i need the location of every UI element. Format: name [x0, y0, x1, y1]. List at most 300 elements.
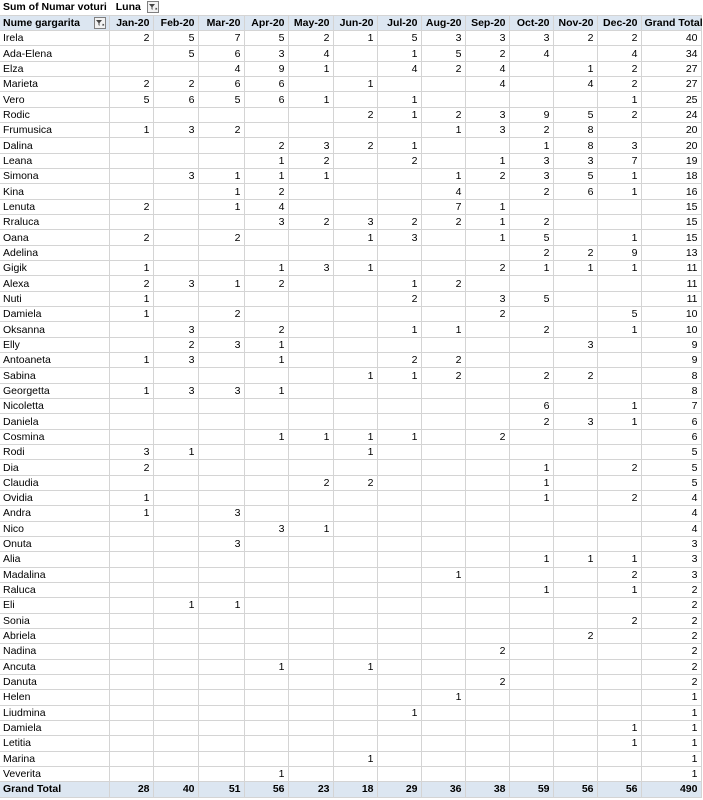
- value-cell[interactable]: [244, 291, 288, 306]
- value-cell[interactable]: [198, 552, 244, 567]
- value-cell[interactable]: [553, 491, 597, 506]
- value-cell[interactable]: 1: [553, 261, 597, 276]
- value-cell[interactable]: [377, 245, 421, 260]
- value-cell[interactable]: [597, 506, 641, 521]
- value-cell[interactable]: [288, 184, 333, 199]
- value-cell[interactable]: [333, 92, 377, 107]
- grand-total-label[interactable]: Grand Total: [0, 782, 109, 797]
- row-grand-total-cell[interactable]: 8: [641, 368, 701, 383]
- value-cell[interactable]: [553, 460, 597, 475]
- row-label[interactable]: Claudia: [0, 475, 109, 490]
- row-label[interactable]: Damiela: [0, 307, 109, 322]
- value-cell[interactable]: 1: [553, 61, 597, 76]
- row-label[interactable]: Nuti: [0, 291, 109, 306]
- value-cell[interactable]: [553, 536, 597, 551]
- value-cell[interactable]: 1: [597, 720, 641, 735]
- value-cell[interactable]: [509, 751, 553, 766]
- value-cell[interactable]: 6: [244, 92, 288, 107]
- value-cell[interactable]: [153, 184, 198, 199]
- value-cell[interactable]: [288, 107, 333, 122]
- value-cell[interactable]: 2: [553, 368, 597, 383]
- column-total-cell[interactable]: 23: [288, 782, 333, 797]
- value-cell[interactable]: 2: [244, 184, 288, 199]
- value-cell[interactable]: 2: [465, 169, 509, 184]
- value-cell[interactable]: [288, 552, 333, 567]
- row-label[interactable]: Liudmina: [0, 705, 109, 720]
- value-cell[interactable]: 2: [288, 31, 333, 46]
- value-cell[interactable]: [153, 107, 198, 122]
- row-grand-total-cell[interactable]: 24: [641, 107, 701, 122]
- value-cell[interactable]: 1: [465, 230, 509, 245]
- value-cell[interactable]: [288, 123, 333, 138]
- value-cell[interactable]: [377, 628, 421, 643]
- value-cell[interactable]: [109, 705, 153, 720]
- value-cell[interactable]: 5: [153, 46, 198, 61]
- value-cell[interactable]: [333, 184, 377, 199]
- row-label[interactable]: Dia: [0, 460, 109, 475]
- value-cell[interactable]: 4: [421, 184, 465, 199]
- column-total-cell[interactable]: 40: [153, 782, 198, 797]
- value-cell[interactable]: [153, 460, 198, 475]
- row-label[interactable]: Kina: [0, 184, 109, 199]
- value-cell[interactable]: [421, 92, 465, 107]
- grand-total-header[interactable]: Grand Total: [641, 15, 701, 30]
- row-filter-icon[interactable]: [94, 17, 106, 29]
- value-cell[interactable]: [465, 245, 509, 260]
- value-cell[interactable]: 2: [509, 184, 553, 199]
- value-cell[interactable]: 1: [377, 705, 421, 720]
- row-label[interactable]: Madalina: [0, 567, 109, 582]
- row-grand-total-cell[interactable]: 9: [641, 353, 701, 368]
- value-cell[interactable]: [509, 199, 553, 214]
- value-cell[interactable]: [333, 414, 377, 429]
- value-cell[interactable]: [597, 751, 641, 766]
- value-cell[interactable]: [465, 337, 509, 352]
- month-header-dec-20[interactable]: Dec-20: [597, 15, 641, 30]
- value-cell[interactable]: 1: [333, 31, 377, 46]
- value-cell[interactable]: [244, 705, 288, 720]
- value-cell[interactable]: [333, 460, 377, 475]
- value-cell[interactable]: 3: [153, 383, 198, 398]
- value-cell[interactable]: [597, 368, 641, 383]
- value-cell[interactable]: [288, 414, 333, 429]
- value-cell[interactable]: [465, 628, 509, 643]
- value-cell[interactable]: 2: [109, 276, 153, 291]
- value-cell[interactable]: [553, 720, 597, 735]
- value-cell[interactable]: [198, 766, 244, 781]
- value-cell[interactable]: [377, 552, 421, 567]
- value-cell[interactable]: [597, 521, 641, 536]
- value-cell[interactable]: [553, 475, 597, 490]
- value-cell[interactable]: 2: [244, 276, 288, 291]
- value-cell[interactable]: [288, 598, 333, 613]
- value-cell[interactable]: [153, 766, 198, 781]
- column-total-cell[interactable]: 51: [198, 782, 244, 797]
- value-cell[interactable]: 1: [153, 445, 198, 460]
- value-cell[interactable]: [377, 383, 421, 398]
- value-cell[interactable]: 2: [509, 123, 553, 138]
- value-cell[interactable]: [153, 414, 198, 429]
- value-cell[interactable]: [553, 383, 597, 398]
- value-cell[interactable]: 2: [421, 215, 465, 230]
- value-cell[interactable]: [597, 690, 641, 705]
- row-label[interactable]: Nadina: [0, 644, 109, 659]
- row-grand-total-cell[interactable]: 3: [641, 536, 701, 551]
- value-cell[interactable]: [333, 690, 377, 705]
- value-cell[interactable]: [465, 766, 509, 781]
- value-cell[interactable]: [198, 705, 244, 720]
- month-header-apr-20[interactable]: Apr-20: [244, 15, 288, 30]
- value-cell[interactable]: 1: [509, 138, 553, 153]
- value-cell[interactable]: [109, 766, 153, 781]
- value-cell[interactable]: 1: [421, 169, 465, 184]
- value-cell[interactable]: [198, 429, 244, 444]
- value-cell[interactable]: [333, 628, 377, 643]
- value-cell[interactable]: 6: [198, 77, 244, 92]
- value-cell[interactable]: [509, 506, 553, 521]
- value-cell[interactable]: [198, 720, 244, 735]
- column-total-cell[interactable]: 36: [421, 782, 465, 797]
- column-total-cell[interactable]: 56: [553, 782, 597, 797]
- value-cell[interactable]: [333, 674, 377, 689]
- value-cell[interactable]: [553, 445, 597, 460]
- value-cell[interactable]: [553, 322, 597, 337]
- row-label[interactable]: Eli: [0, 598, 109, 613]
- value-cell[interactable]: 2: [421, 107, 465, 122]
- row-grand-total-cell[interactable]: 9: [641, 337, 701, 352]
- value-cell[interactable]: [244, 582, 288, 597]
- value-cell[interactable]: [597, 628, 641, 643]
- value-cell[interactable]: [421, 307, 465, 322]
- value-cell[interactable]: 3: [198, 383, 244, 398]
- row-grand-total-cell[interactable]: 20: [641, 123, 701, 138]
- value-cell[interactable]: [553, 429, 597, 444]
- value-cell[interactable]: 5: [244, 31, 288, 46]
- value-cell[interactable]: 1: [109, 261, 153, 276]
- value-cell[interactable]: [597, 353, 641, 368]
- value-cell[interactable]: 5: [509, 230, 553, 245]
- value-cell[interactable]: [597, 276, 641, 291]
- value-cell[interactable]: 2: [153, 77, 198, 92]
- month-header-mar-20[interactable]: Mar-20: [198, 15, 244, 30]
- value-cell[interactable]: 3: [109, 445, 153, 460]
- row-label[interactable]: Frumusica: [0, 123, 109, 138]
- value-cell[interactable]: [509, 92, 553, 107]
- value-cell[interactable]: [244, 674, 288, 689]
- value-cell[interactable]: 1: [333, 77, 377, 92]
- value-cell[interactable]: [198, 751, 244, 766]
- value-cell[interactable]: [465, 506, 509, 521]
- value-cell[interactable]: 3: [288, 138, 333, 153]
- value-cell[interactable]: 2: [597, 460, 641, 475]
- value-cell[interactable]: [377, 598, 421, 613]
- value-cell[interactable]: [465, 138, 509, 153]
- value-cell[interactable]: [553, 199, 597, 214]
- value-cell[interactable]: 2: [465, 46, 509, 61]
- column-total-cell[interactable]: 28: [109, 782, 153, 797]
- value-cell[interactable]: [421, 138, 465, 153]
- value-cell[interactable]: [509, 644, 553, 659]
- value-cell[interactable]: [198, 215, 244, 230]
- value-cell[interactable]: [421, 337, 465, 352]
- value-cell[interactable]: [109, 598, 153, 613]
- value-cell[interactable]: 8: [553, 138, 597, 153]
- column-total-cell[interactable]: 59: [509, 782, 553, 797]
- row-label[interactable]: Ada-Elena: [0, 46, 109, 61]
- value-cell[interactable]: 1: [377, 138, 421, 153]
- value-cell[interactable]: 1: [597, 552, 641, 567]
- value-cell[interactable]: 2: [377, 291, 421, 306]
- value-cell[interactable]: [509, 307, 553, 322]
- value-cell[interactable]: [244, 399, 288, 414]
- value-cell[interactable]: [198, 475, 244, 490]
- value-cell[interactable]: 9: [509, 107, 553, 122]
- value-cell[interactable]: [597, 598, 641, 613]
- value-cell[interactable]: [553, 598, 597, 613]
- value-cell[interactable]: 2: [597, 107, 641, 122]
- value-cell[interactable]: [153, 429, 198, 444]
- value-cell[interactable]: 7: [198, 31, 244, 46]
- value-cell[interactable]: [244, 475, 288, 490]
- row-label[interactable]: Lenuta: [0, 199, 109, 214]
- value-cell[interactable]: 1: [288, 429, 333, 444]
- row-grand-total-cell[interactable]: 5: [641, 445, 701, 460]
- value-cell[interactable]: [198, 291, 244, 306]
- row-grand-total-cell[interactable]: 15: [641, 230, 701, 245]
- value-cell[interactable]: [377, 766, 421, 781]
- value-cell[interactable]: 1: [198, 169, 244, 184]
- value-cell[interactable]: [377, 582, 421, 597]
- value-cell[interactable]: 4: [198, 61, 244, 76]
- value-cell[interactable]: 1: [509, 582, 553, 597]
- value-cell[interactable]: [333, 399, 377, 414]
- value-cell[interactable]: [288, 77, 333, 92]
- value-cell[interactable]: 4: [465, 61, 509, 76]
- value-cell[interactable]: 1: [597, 736, 641, 751]
- value-cell[interactable]: 4: [288, 46, 333, 61]
- value-cell[interactable]: [244, 414, 288, 429]
- value-cell[interactable]: 1: [244, 429, 288, 444]
- value-cell[interactable]: [465, 184, 509, 199]
- value-cell[interactable]: 1: [465, 215, 509, 230]
- value-cell[interactable]: 2: [288, 153, 333, 168]
- value-cell[interactable]: [198, 414, 244, 429]
- row-label[interactable]: Damiela: [0, 720, 109, 735]
- value-cell[interactable]: [198, 245, 244, 260]
- value-cell[interactable]: [377, 521, 421, 536]
- value-cell[interactable]: [597, 123, 641, 138]
- value-cell[interactable]: 3: [153, 169, 198, 184]
- value-cell[interactable]: [333, 383, 377, 398]
- value-cell[interactable]: [465, 720, 509, 735]
- value-cell[interactable]: 2: [509, 322, 553, 337]
- value-cell[interactable]: [288, 307, 333, 322]
- row-label[interactable]: Antoaneta: [0, 353, 109, 368]
- value-cell[interactable]: [377, 123, 421, 138]
- value-cell[interactable]: [465, 567, 509, 582]
- value-cell[interactable]: [509, 674, 553, 689]
- value-cell[interactable]: [153, 644, 198, 659]
- value-cell[interactable]: [333, 598, 377, 613]
- value-cell[interactable]: [244, 107, 288, 122]
- value-cell[interactable]: [153, 506, 198, 521]
- value-cell[interactable]: 1: [109, 307, 153, 322]
- value-cell[interactable]: [377, 184, 421, 199]
- value-cell[interactable]: [244, 307, 288, 322]
- value-cell[interactable]: [288, 567, 333, 582]
- value-cell[interactable]: 1: [198, 598, 244, 613]
- row-grand-total-cell[interactable]: 10: [641, 307, 701, 322]
- value-cell[interactable]: 3: [465, 291, 509, 306]
- row-grand-total-cell[interactable]: 2: [641, 628, 701, 643]
- row-label[interactable]: Sabina: [0, 368, 109, 383]
- value-cell[interactable]: [153, 659, 198, 674]
- value-cell[interactable]: 3: [509, 169, 553, 184]
- column-total-cell[interactable]: 38: [465, 782, 509, 797]
- value-cell[interactable]: 1: [244, 153, 288, 168]
- row-grand-total-cell[interactable]: 10: [641, 322, 701, 337]
- value-cell[interactable]: [421, 613, 465, 628]
- value-cell[interactable]: 3: [509, 153, 553, 168]
- value-cell[interactable]: 3: [244, 215, 288, 230]
- value-cell[interactable]: 2: [109, 31, 153, 46]
- value-cell[interactable]: [597, 337, 641, 352]
- value-cell[interactable]: [509, 77, 553, 92]
- value-cell[interactable]: [244, 123, 288, 138]
- value-cell[interactable]: 2: [465, 674, 509, 689]
- row-grand-total-cell[interactable]: 7: [641, 399, 701, 414]
- value-cell[interactable]: 1: [288, 521, 333, 536]
- value-cell[interactable]: [198, 644, 244, 659]
- value-cell[interactable]: [509, 383, 553, 398]
- row-grand-total-cell[interactable]: 4: [641, 491, 701, 506]
- value-cell[interactable]: [288, 690, 333, 705]
- value-cell[interactable]: [109, 169, 153, 184]
- row-grand-total-cell[interactable]: 15: [641, 215, 701, 230]
- value-cell[interactable]: [333, 276, 377, 291]
- value-cell[interactable]: [377, 536, 421, 551]
- value-cell[interactable]: [553, 353, 597, 368]
- value-cell[interactable]: 3: [465, 107, 509, 122]
- value-cell[interactable]: 5: [553, 107, 597, 122]
- value-cell[interactable]: 2: [509, 245, 553, 260]
- value-cell[interactable]: [333, 536, 377, 551]
- value-cell[interactable]: [109, 720, 153, 735]
- value-cell[interactable]: [377, 491, 421, 506]
- value-cell[interactable]: [597, 536, 641, 551]
- value-cell[interactable]: [333, 337, 377, 352]
- month-header-oct-20[interactable]: Oct-20: [509, 15, 553, 30]
- row-label[interactable]: Elly: [0, 337, 109, 352]
- value-cell[interactable]: [421, 552, 465, 567]
- value-cell[interactable]: 1: [597, 261, 641, 276]
- value-cell[interactable]: [421, 536, 465, 551]
- value-cell[interactable]: [333, 169, 377, 184]
- value-cell[interactable]: [421, 261, 465, 276]
- value-cell[interactable]: [288, 582, 333, 597]
- value-cell[interactable]: [333, 153, 377, 168]
- value-cell[interactable]: 2: [509, 215, 553, 230]
- row-label[interactable]: Simona: [0, 169, 109, 184]
- value-cell[interactable]: [244, 690, 288, 705]
- row-label[interactable]: Georgetta: [0, 383, 109, 398]
- row-label[interactable]: Rodic: [0, 107, 109, 122]
- value-cell[interactable]: 2: [109, 230, 153, 245]
- value-cell[interactable]: [153, 582, 198, 597]
- row-label[interactable]: Ancuta: [0, 659, 109, 674]
- value-cell[interactable]: [421, 736, 465, 751]
- value-cell[interactable]: [597, 644, 641, 659]
- value-cell[interactable]: [109, 368, 153, 383]
- row-label[interactable]: Sonia: [0, 613, 109, 628]
- value-cell[interactable]: 1: [421, 567, 465, 582]
- value-cell[interactable]: [465, 598, 509, 613]
- value-cell[interactable]: [109, 153, 153, 168]
- value-cell[interactable]: 4: [244, 199, 288, 214]
- row-grand-total-cell[interactable]: 5: [641, 475, 701, 490]
- value-cell[interactable]: 1: [109, 291, 153, 306]
- value-cell[interactable]: [553, 92, 597, 107]
- value-cell[interactable]: [509, 598, 553, 613]
- value-cell[interactable]: 2: [465, 307, 509, 322]
- row-label[interactable]: Vero: [0, 92, 109, 107]
- value-cell[interactable]: 2: [597, 77, 641, 92]
- value-cell[interactable]: [153, 736, 198, 751]
- value-cell[interactable]: 1: [377, 107, 421, 122]
- value-cell[interactable]: [377, 613, 421, 628]
- value-cell[interactable]: [198, 445, 244, 460]
- value-cell[interactable]: 1: [244, 337, 288, 352]
- value-cell[interactable]: [198, 736, 244, 751]
- value-cell[interactable]: [553, 659, 597, 674]
- value-cell[interactable]: [288, 337, 333, 352]
- value-cell[interactable]: 3: [553, 153, 597, 168]
- value-cell[interactable]: [377, 674, 421, 689]
- row-grand-total-cell[interactable]: 6: [641, 429, 701, 444]
- column-total-cell[interactable]: 29: [377, 782, 421, 797]
- value-cell[interactable]: 3: [198, 337, 244, 352]
- value-cell[interactable]: [553, 230, 597, 245]
- value-cell[interactable]: [465, 705, 509, 720]
- value-cell[interactable]: 2: [597, 567, 641, 582]
- value-cell[interactable]: [553, 582, 597, 597]
- value-cell[interactable]: [465, 552, 509, 567]
- value-cell[interactable]: [244, 628, 288, 643]
- value-cell[interactable]: 7: [597, 153, 641, 168]
- value-cell[interactable]: [198, 107, 244, 122]
- value-cell[interactable]: 1: [421, 123, 465, 138]
- row-grand-total-cell[interactable]: 8: [641, 383, 701, 398]
- value-cell[interactable]: [153, 475, 198, 490]
- value-cell[interactable]: [333, 567, 377, 582]
- value-cell[interactable]: 3: [509, 31, 553, 46]
- value-cell[interactable]: 2: [421, 368, 465, 383]
- value-cell[interactable]: [421, 521, 465, 536]
- value-cell[interactable]: [465, 92, 509, 107]
- row-label[interactable]: Marieta: [0, 77, 109, 92]
- value-cell[interactable]: [244, 230, 288, 245]
- row-label[interactable]: Elza: [0, 61, 109, 76]
- value-cell[interactable]: [553, 751, 597, 766]
- value-cell[interactable]: [288, 353, 333, 368]
- value-cell[interactable]: 2: [198, 307, 244, 322]
- value-cell[interactable]: [153, 307, 198, 322]
- value-cell[interactable]: [377, 337, 421, 352]
- value-cell[interactable]: [333, 322, 377, 337]
- value-cell[interactable]: [198, 659, 244, 674]
- value-cell[interactable]: 2: [597, 613, 641, 628]
- value-cell[interactable]: [597, 766, 641, 781]
